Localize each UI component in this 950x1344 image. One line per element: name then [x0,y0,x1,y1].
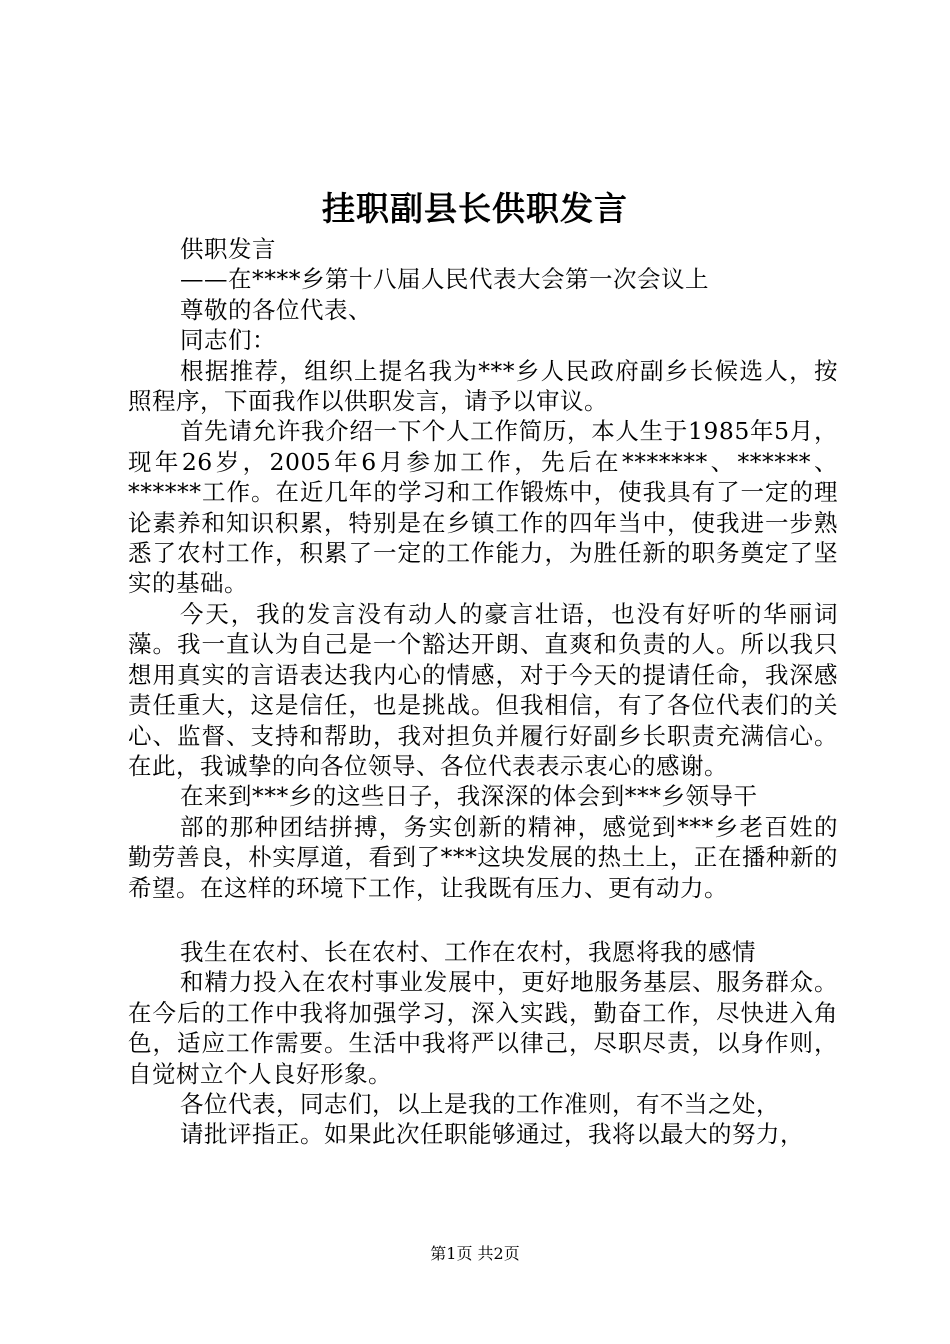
paragraph: 首先请允许我介绍一下个人工作简历，本人生于1985年5月，现年26岁，2005年6月参加工作，先后在*******、******、******工作。在近几年的学习和工作锻炼中，使我具有了一定的理论素养和知识积累，特别是在乡镇工作的四年当中，使我进一步熟悉了农村工作，积累了一定的工作能力，为胜任新的职务奠定了坚实的基础。 [128,417,838,598]
paragraph-gap [128,903,838,937]
paragraph: 我生在农村、长在农村、工作在农村，我愿将我的感情 [180,937,756,966]
document-body [128,234,838,1150]
paragraph: 各位代表，同志们，以上是我的工作准则，有不当之处， [180,1089,780,1118]
paragraph-subtitle: ——在****乡第十八届人民代表大会第一次会议上 [180,265,709,294]
paragraph: 部的那种团结拼搏，务实创新的精神，感觉到***乡老百姓的勤劳善良，朴实厚道，看到了***这块发展的热土上，正在播种新的希望。在这样的环境下工作，让我既有压力、更有动力。 [128,812,838,902]
paragraph: 今天，我的发言没有动人的豪言壮语，也没有好听的华丽词藻。我一直认为自己是一个豁达开朗、直爽和负责的人。所以我只想用真实的言语表达我内心的情感，对于今天的提请任命，我深感责任重大，这是信任，也是挑战。但我相信，有了各位代表们的关心、监督、支持和帮助，我对担负并履行好副乡长职责充满信心。在此，我诚挚的向各位领导、各位代表表示衷心的感谢。 [128,599,838,780]
paragraph-salutation: 尊敬的各位代表、 [180,295,372,324]
page-number: 第1页 共2页 [430,1244,520,1263]
paragraph: 在来到***乡的这些日子，我深深的体会到***乡领导干 [180,782,758,811]
paragraph: 根据推荐，组织上提名我为***乡人民政府副乡长候选人，按照程序，下面我作以供职发言，请予以审议。 [128,356,838,416]
document-title: 挂职副县长供职发言 [322,189,628,228]
paragraph: 请批评指正。如果此次任职能够通过，我将以最大的努力， [180,1120,804,1149]
paragraph-salutation-2: 同志们： [180,326,276,355]
paragraph: 和精力投入在农村事业发展中，更好地服务基层、服务群众。在今后的工作中我将加强学习，深入实践，勤奋工作，尽快进入角色，适应工作需要。生活中我将严以律己，尽职尽责，以身作则，自觉树立个人良好形象。 [128,968,838,1088]
paragraph-heading: 供职发言 [180,235,276,263]
